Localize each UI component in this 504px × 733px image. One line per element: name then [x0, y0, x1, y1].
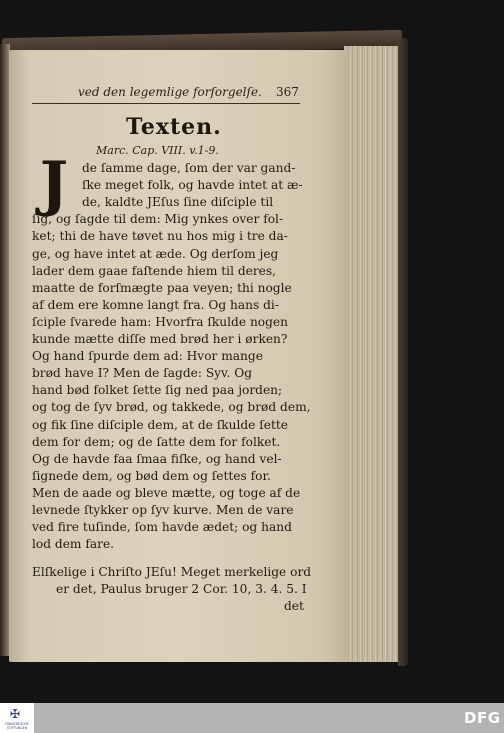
institution-logo[interactable] — [0, 703, 34, 733]
body-line: ſignede dem, og bød dem og ſettes for. — [32, 468, 271, 483]
page-fore-edge — [344, 46, 404, 662]
body-line: ſciple ſvarede ham: Hvorfra ſkulde nogen — [32, 314, 288, 329]
body-line: ſke meget folk, og havde intet at æ- — [82, 178, 303, 193]
body-line: af dem ere komne langt fra. Og hans di- — [32, 297, 279, 312]
body-line: Og de havde faa ſmaa fiſke, og hand vel- — [32, 451, 282, 466]
drop-cap: J — [39, 149, 69, 219]
body-line: ſig, og ſagde til dem: Mig ynkes over fol- — [32, 212, 284, 227]
closing-line: Elſkelige i Chriſto JEſu! Meget merkelige ord — [32, 565, 312, 579]
book-cover-right — [398, 38, 408, 666]
scripture-reference: Marc. Cap. VIII. v.1-9. — [96, 144, 219, 157]
body-line: Men de aade og bleve mætte, og toge af de — [32, 485, 301, 500]
dfg-logo: DFG — [464, 709, 501, 727]
logo-icon: ✠ — [10, 707, 21, 721]
body-line: kunde mætte diſſe med brød her i ørken? — [32, 332, 288, 346]
closing-line: er det, Paulus bruger 2 Cor. 10, 3. 4. 5. I — [56, 582, 307, 597]
body-line: og fik ſine diſciple dem, at de ſkulde ſette — [32, 417, 288, 432]
body-line: og tog de ſyv brød, og takkede, og brød dem, — [32, 400, 311, 415]
viewer-footer-bar — [0, 703, 504, 733]
body-line: ge, og have intet at æde. Og derſom jeg — [32, 246, 279, 261]
body-line: ved fire tuſinde, ſom havde ædet; og hand — [32, 520, 292, 535]
header-rule — [32, 103, 300, 104]
body-line: lod dem fare. — [32, 537, 115, 552]
body-line: maatte de forſmægte paa veyen; thi nogle — [32, 280, 292, 295]
body-line: hand bød folket ſette ſig ned paa jorden; — [32, 383, 283, 398]
body-line: levnede ſtykker op ſyv kurve. Men de vare — [32, 503, 294, 517]
body-line: lader dem gaae faſtende hiem til deres, — [32, 263, 277, 278]
logo-text: FRANCKESCHE STIFTUNGEN — [5, 722, 29, 730]
page-number: 367 — [276, 85, 299, 99]
section-heading: Texten. — [126, 114, 222, 140]
body-line: dem for dem; og de ſatte dem for folket. — [32, 434, 281, 449]
body-line: brød have I? Men de ſagde: Syv. Og — [32, 366, 253, 381]
body-line: de, kaldte JEſus ſine diſciple til — [82, 195, 274, 210]
body-line: de ſamme dage, ſom der var gand- — [82, 161, 296, 175]
body-line: Og hand ſpurde dem ad: Hvor mange — [32, 349, 263, 364]
body-line: ket; thi de have tøvet nu hos mig i tre da- — [32, 229, 288, 244]
running-head: ved den legemlige forſorgelſe. — [78, 85, 262, 99]
catchword: det — [284, 599, 304, 614]
